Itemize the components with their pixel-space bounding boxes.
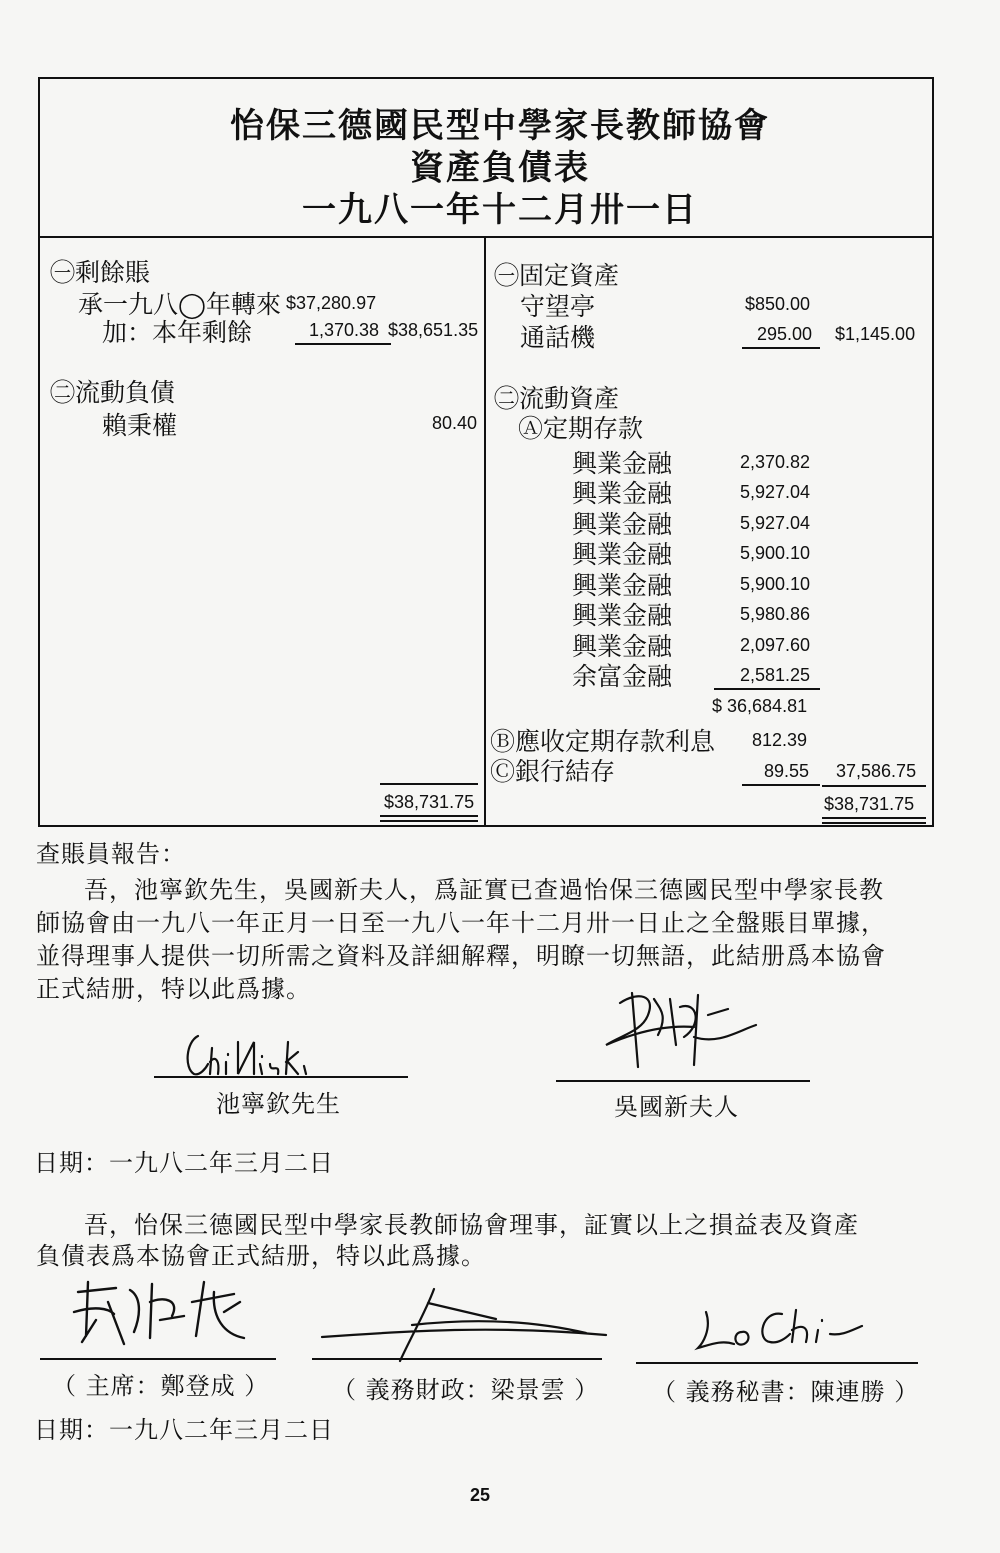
left-row-label: 賴秉權 [102, 411, 178, 440]
left-row-amount: 1,370.38 [309, 320, 380, 340]
deposit-label: 興業金融 [572, 632, 673, 661]
committee-date: 日期：一九八二年三月二日 [34, 1416, 334, 1444]
fixed-deposit-heading: Ⓐ定期存款 [518, 414, 644, 443]
deposit-label: 興業金融 [572, 571, 673, 600]
org-title: 怡保三德國民型中學家長教師協會 [230, 106, 770, 146]
chairman-name: （ 主席：鄭登成 ） [52, 1372, 270, 1400]
deposit-label: 興業金融 [572, 510, 673, 539]
right-row-amount: $850.00 [745, 294, 811, 314]
deposit-amount: 5,927.04 [740, 513, 811, 533]
auditor-paragraph-line: 正式結册，特以此爲據。 [36, 975, 311, 1003]
signature-line [636, 1362, 918, 1364]
doc-title: 資產負債表 [410, 148, 590, 188]
signature-line [556, 1080, 810, 1082]
right-row-amount: 295.00 [757, 324, 813, 344]
total-double-underline [380, 820, 478, 822]
current-assets-total: 37,586.75 [836, 761, 917, 781]
left-row-label: 承一九八◯年轉來 [78, 290, 281, 319]
subtotal-underline [295, 343, 391, 345]
column-divider [484, 236, 486, 827]
auditor-paragraph-line: 並得理事人提供一切所需之資料及詳細解釋，明瞭一切無語，此結册爲本協會 [36, 942, 886, 970]
deposit-label: 興業金融 [572, 479, 673, 508]
deposit-amount: 2,097.60 [740, 635, 811, 655]
right-row-label: 守望亭 [520, 292, 596, 321]
committee-paragraph-line: 吾，怡保三德國民型中學家長教師協會理事，証實以上之損益表及資產 [84, 1211, 859, 1239]
auditor-heading: 查賬員報告： [36, 840, 186, 868]
interest-receivable-amount: 812.39 [752, 730, 808, 750]
left-grand-total: $38,731.75 [384, 792, 475, 812]
auditor-paragraph-line: 師協會由一九八一年正月一日至一九八一年十二月卅一日止之全盤賬目單據， [36, 909, 886, 937]
subtotal-underline [742, 784, 820, 786]
right-row-label: 通話機 [520, 323, 596, 352]
secretary-signature [692, 1300, 872, 1360]
signature-line [312, 1358, 602, 1360]
total-double-underline [380, 815, 478, 817]
header-divider [38, 236, 934, 238]
auditor-signer-1-name: 池寧欽先生 [216, 1090, 341, 1118]
total-double-underline [822, 817, 926, 819]
bank-balance-label: Ⓒ銀行結存 [490, 757, 616, 786]
left-row-label: 加：本年剩餘 [102, 318, 253, 347]
chairman-signature [64, 1272, 264, 1356]
left-row-amount: 80.40 [432, 413, 478, 433]
interest-receivable-label: Ⓑ應收定期存款利息 [490, 727, 716, 756]
left-section1-title: ㊀剩餘賬 [50, 258, 151, 287]
auditor-paragraph-line: 吾，池寧欽先生，吳國新夫人，爲証實已查過怡保三德國民型中學家長教 [84, 876, 884, 904]
total-topline [822, 785, 926, 787]
auditor-signature-2 [598, 985, 768, 1075]
total-topline [380, 783, 478, 785]
bank-balance-amount: 89.55 [764, 761, 810, 781]
deposit-amount: 5,900.10 [740, 543, 811, 563]
right-section1-title: ㊀固定資產 [494, 261, 620, 290]
deposit-total: $ 36,684.81 [712, 696, 808, 716]
auditor-date: 日期：一九八二年三月二日 [34, 1149, 334, 1177]
deposit-amount: 5,900.10 [740, 574, 811, 594]
treasurer-signature [316, 1275, 616, 1365]
subtotal-underline [742, 347, 820, 349]
subtotal-underline [714, 688, 820, 690]
page-number: 25 [469, 1485, 491, 1505]
sheet-date: 一九八一年十二月卅一日 [302, 190, 698, 230]
deposit-label: 余富金融 [572, 662, 673, 691]
deposit-label: 興業金融 [572, 540, 673, 569]
auditor-signer-2-name: 吳國新夫人 [614, 1093, 739, 1121]
deposit-label: 興業金融 [572, 601, 673, 630]
left-row-amount: $37,280.97 [286, 293, 377, 313]
deposit-label: 興業金融 [572, 449, 673, 478]
committee-paragraph-line: 負債表爲本協會正式結册，特以此爲據。 [36, 1242, 486, 1270]
signature-line [40, 1358, 276, 1360]
auditor-signature-1 [180, 1028, 320, 1083]
deposit-amount: 2,370.82 [740, 452, 811, 472]
total-double-underline [822, 822, 926, 824]
left-section2-title: ㊁流動負債 [50, 378, 176, 407]
signature-line [154, 1076, 408, 1078]
deposit-amount: 5,927.04 [740, 482, 811, 502]
right-grand-total: $38,731.75 [824, 794, 915, 814]
secretary-name: （ 義務秘書：陳連勝 ） [652, 1378, 920, 1406]
deposit-amount: 5,980.86 [740, 604, 811, 624]
right-section2-title: ㊁流動資產 [494, 384, 620, 413]
left-row-total: $38,651.35 [388, 320, 479, 340]
deposit-amount: 2,581.25 [740, 665, 811, 685]
treasurer-name: （ 義務財政：梁景雲 ） [332, 1376, 600, 1404]
right-row-total: $1,145.00 [835, 324, 916, 344]
